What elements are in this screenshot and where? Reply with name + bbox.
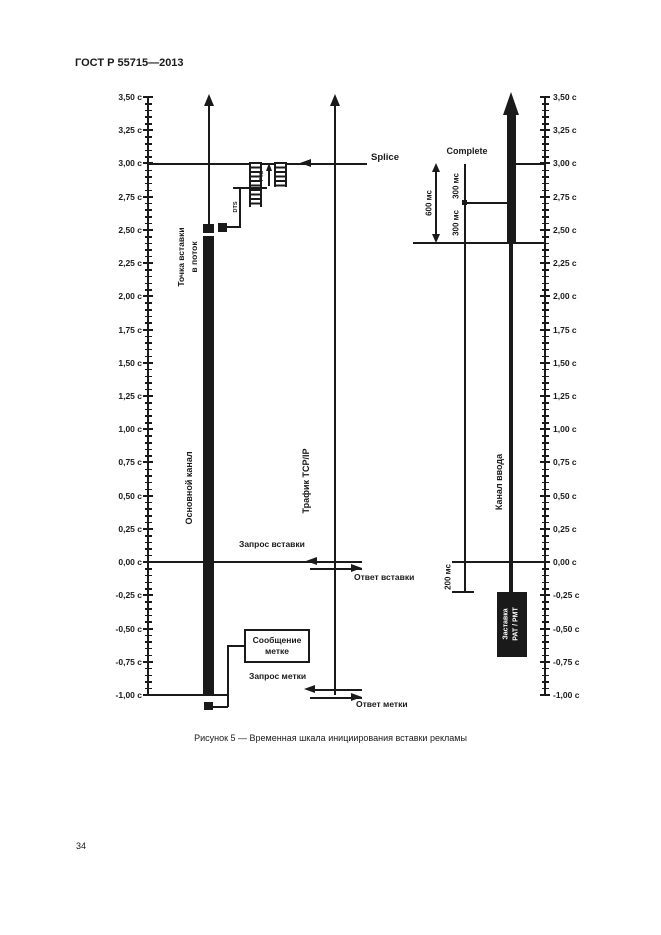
cue-box-connector-vertical [227,645,229,707]
axis-minor-tick [542,535,549,537]
axis-minor-tick [542,316,549,318]
axis-tick-label: 2,00 с [553,291,577,302]
axis-minor-tick [542,515,549,517]
cue-request-line [312,689,362,691]
axis-minor-tick [145,515,152,517]
axis-minor-tick [145,249,152,251]
axis-minor-tick [542,655,549,657]
axis-minor-tick [542,422,549,424]
axis-major-tick [143,229,153,231]
axis-major-tick [143,329,153,331]
axis-tick-label: 3,50 с [118,92,142,102]
axis-minor-tick [542,489,549,491]
axis-minor-tick [542,349,549,351]
insertion-point-label-line2: в поток [189,241,199,273]
main-channel-label: Основной канал [184,451,194,525]
cue-message-line1: Сообщение [252,635,302,645]
complete-label: Complete [446,146,488,156]
axis-minor-tick [145,369,152,371]
axis-tick-label: 0,75 с [118,457,142,468]
axis-major-tick [540,229,550,231]
axis-minor-tick [145,489,152,491]
axis-minor-tick [145,415,152,417]
insert-response-arrow-icon [351,564,362,572]
axis-tick-label: 2,75 с [118,191,142,202]
axis-minor-tick [145,668,152,670]
axis-tick-label: 3,00 с [118,158,142,169]
axis-tick-label: 0,25 с [553,523,577,534]
axis-minor-tick [145,143,152,145]
axis-minor-tick [542,150,549,152]
insert-request-label: Запрос вставки [239,539,305,549]
axis-minor-tick [145,123,152,125]
axis-minor-tick [542,641,549,643]
duration-600-line [435,170,437,235]
axis-minor-tick [145,641,152,643]
axis-minor-tick [542,283,549,285]
duration-300-lower-label: 300 мс [451,210,461,236]
axis-major-tick [540,129,550,131]
axis-minor-tick [145,522,152,524]
axis-minor-tick [145,389,152,391]
axis-major-tick [143,162,153,164]
cue-response-label: Ответ метки [356,699,408,709]
axis-major-tick [540,362,550,364]
axis-major-tick [540,461,550,463]
axis-minor-tick [542,203,549,205]
axis-minor-tick [145,103,152,105]
axis-minor-tick [145,502,152,504]
axis-minor-tick [145,203,152,205]
axis-minor-tick [145,688,152,690]
axis-tick-label: -0,50 с [553,623,580,634]
axis-minor-tick [145,356,152,358]
duration-200-label: 200 мс [443,564,453,590]
axis-minor-tick [542,309,549,311]
splash-label-line2: PAT / PMT [512,607,520,641]
axis-minor-tick [542,555,549,557]
axis-minor-tick [542,442,549,444]
axis-tick-label: 0,25 с [118,523,142,534]
cue-box-connector-bottom [212,706,228,708]
baseline [148,694,228,696]
insert-request-arrow-icon [306,557,317,565]
axis-minor-tick [542,449,549,451]
axis-minor-tick [542,256,549,258]
insert-channel-label: Канал ввода [494,453,504,511]
axis-tick-label: -0,50 с [115,623,142,634]
pts-frame-bar-1 [249,162,262,207]
axis-minor-tick [145,382,152,384]
axis-minor-tick [542,209,549,211]
dts-label: DTS [233,201,239,213]
axis-major-tick [540,395,550,397]
axis-minor-tick [145,635,152,637]
axis-minor-tick [145,601,152,603]
axis-tick-label: -0,75 с [553,656,580,667]
axis-minor-tick [542,681,549,683]
axis-major-tick [540,96,550,98]
axis-minor-tick [145,455,152,457]
axis-tick-label: 1,50 с [118,357,142,368]
axis-minor-tick [145,150,152,152]
axis-minor-tick [145,475,152,477]
axis-minor-tick [145,110,152,112]
figure-caption: Рисунок 5 — Временная шкала инициирования вставки рекламы [194,733,467,743]
axis-tick-label: 3,50 с [553,92,577,102]
cue-request-label: Запрос метки [249,671,307,681]
zero-line-right [452,561,545,563]
axis-minor-tick [542,601,549,603]
axis-minor-tick [542,176,549,178]
axis-minor-tick [145,648,152,650]
axis-minor-tick [542,588,549,590]
axis-minor-tick [542,435,549,437]
axis-tick-label: -0,75 с [115,656,142,667]
axis-minor-tick [145,535,152,537]
axis-minor-tick [145,681,152,683]
axis-minor-tick [145,283,152,285]
axis-minor-tick [542,409,549,411]
axis-minor-tick [145,302,152,304]
axis-minor-tick [145,236,152,238]
axis-minor-tick [145,269,152,271]
cue-message-line2: метке [264,646,290,656]
axis-minor-tick [145,508,152,510]
page-number: 34 [76,841,87,851]
axis-tick-label: 1,00 с [118,424,142,435]
axis-minor-tick [145,376,152,378]
axis-tick-label: 1,00 с [553,424,577,435]
axis-minor-tick [145,435,152,437]
axis-minor-tick [145,183,152,185]
axis-tick-label: 0,75 с [553,457,577,468]
axis-minor-tick [542,356,549,358]
axis-major-tick [540,295,550,297]
axis-tick-label: 2,25 с [118,258,142,269]
cue-box-connector-top [229,645,244,647]
axis-minor-tick [542,415,549,417]
axis-minor-tick [542,455,549,457]
axis-minor-tick [542,469,549,471]
axis-minor-tick [542,123,549,125]
axis-minor-tick [542,249,549,251]
axis-minor-tick [542,542,549,544]
axis-major-tick [143,495,153,497]
axis-minor-tick [145,223,152,225]
axis-major-tick [143,561,153,563]
axis-minor-tick [145,655,152,657]
axis-minor-tick [542,568,549,570]
axis-major-tick [540,661,550,663]
axis-minor-tick [542,402,549,404]
axis-minor-tick [542,675,549,677]
axis-major-tick [143,694,153,696]
splice-arrow-icon [300,159,311,167]
axis-minor-tick [542,276,549,278]
axis-minor-tick [542,635,549,637]
axis-minor-tick [145,170,152,172]
axis-minor-tick [542,369,549,371]
axis-tick-label: 1,25 с [118,391,142,401]
cue-message-box [244,629,310,663]
axis-major-tick [143,129,153,131]
axis-minor-tick [145,176,152,178]
axis-minor-tick [542,170,549,172]
axis-minor-tick [145,276,152,278]
axis-major-tick [540,428,550,430]
pts-arrow-stem [268,170,270,186]
axis-minor-tick [145,542,152,544]
axis-minor-tick [542,103,549,105]
axis-minor-tick [542,136,549,138]
axis-minor-tick [542,615,549,617]
axis-major-tick [143,196,153,198]
pts-label: PTS [259,170,265,182]
axis-tick-label: 1,75 с [118,324,142,335]
axis-tick-label: -1,00 с [553,690,580,700]
axis-major-tick [143,428,153,430]
insert-channel-arrow-icon [503,92,519,115]
insert-request-line [148,561,362,563]
tcpip-label: Трафик TCP/IP [301,448,311,514]
axis-minor-tick [145,615,152,617]
axis-major-tick [143,96,153,98]
axis-major-tick [540,528,550,530]
axis-minor-tick [542,648,549,650]
axis-minor-tick [145,582,152,584]
axis-minor-tick [145,349,152,351]
axis-minor-tick [542,608,549,610]
axis-major-tick [143,262,153,264]
tcpip-line [334,105,336,695]
axis-minor-tick [542,482,549,484]
axis-major-tick [143,528,153,530]
axis-minor-tick [145,621,152,623]
axis-minor-tick [145,336,152,338]
dts-connector-vertical [239,188,241,228]
duration-300-upper-label: 300 мс [451,173,461,199]
axis-minor-tick [145,608,152,610]
axis-minor-tick [145,322,152,324]
axis-minor-tick [145,675,152,677]
axis-minor-tick [145,588,152,590]
dts-point-marker [218,223,227,232]
axis-tick-label: 2,50 с [553,224,577,235]
axis-minor-tick [145,568,152,570]
axis-minor-tick [542,322,549,324]
axis-minor-tick [542,116,549,118]
duration-600-label: 600 мс [424,190,434,216]
axis-major-tick [540,495,550,497]
axis-minor-tick [542,688,549,690]
pts-frame-bar-2 [274,162,287,187]
axis-major-tick [540,162,550,164]
axis-minor-tick [145,409,152,411]
axis-minor-tick [145,469,152,471]
cue-request-arrow-icon [304,685,315,693]
axis-minor-tick [542,183,549,185]
axis-tick-label: 3,00 с [553,158,577,169]
axis-major-tick [540,594,550,596]
axis-minor-tick [145,402,152,404]
axis-minor-tick [542,336,549,338]
axis-tick-label: 0,50 с [553,490,577,501]
line-2-40 [413,242,545,244]
axis-minor-tick [145,342,152,344]
axis-major-tick [143,295,153,297]
axis-tick-label: 3,25 с [118,125,142,136]
axis-minor-tick [145,309,152,311]
axis-major-tick [143,395,153,397]
axis-minor-tick [542,389,549,391]
axis-minor-tick [145,289,152,291]
axis-tick-label: -1,00 с [115,690,142,700]
axis-minor-tick [145,316,152,318]
axis-tick-label: 3,25 с [553,125,577,136]
line-2-70 [465,202,510,204]
axis-minor-tick [542,302,549,304]
axis-minor-tick [542,269,549,271]
axis-minor-tick [145,555,152,557]
axis-major-tick [540,561,550,563]
axis-tick-label: 1,25 с [553,391,577,401]
axis-major-tick [143,661,153,663]
insert-response-label: Ответ вставки [354,572,415,582]
axis-tick-label: 0,00 с [553,557,577,568]
main-channel-top-marker [203,224,214,233]
axis-minor-tick [542,156,549,158]
reference-line [464,164,466,592]
axis-minor-tick [145,136,152,138]
axis-minor-tick [542,223,549,225]
axis-major-tick [540,262,550,264]
axis-minor-tick [542,575,549,577]
splice-label: Splice [371,152,399,163]
axis-tick-label: 2,50 с [118,224,142,235]
axis-minor-tick [145,422,152,424]
axis-tick-label: 2,75 с [553,191,577,202]
axis-minor-tick [542,582,549,584]
dts-connector-horizontal [226,226,240,228]
axis-minor-tick [542,382,549,384]
axis-minor-tick [542,190,549,192]
axis-minor-tick [542,621,549,623]
axis-minor-tick [145,116,152,118]
axis-minor-tick [542,475,549,477]
axis-minor-tick [542,342,549,344]
insertion-point-label-line1: Точка вставки [176,227,186,287]
axis-minor-tick [542,143,549,145]
axis-minor-tick [145,256,152,258]
axis-minor-tick [542,508,549,510]
axis-tick-label: -0,25 с [553,590,580,601]
axis-minor-tick [145,482,152,484]
axis-tick-label: 1,75 с [553,324,577,335]
axis-minor-tick [145,449,152,451]
axis-minor-tick [145,442,152,444]
axis-major-tick [143,362,153,364]
splash-label-line1: Заставка [502,608,510,640]
axis-tick-label: 0,00 с [118,557,142,568]
axis-minor-tick [542,289,549,291]
axis-major-tick [540,196,550,198]
axis-minor-tick [542,548,549,550]
axis-major-tick [540,628,550,630]
axis-major-tick [540,694,550,696]
axis-tick-label: 2,25 с [553,258,577,269]
duration-200-tick [452,591,474,593]
axis-minor-tick [542,522,549,524]
axis-minor-tick [145,209,152,211]
axis-major-tick [143,628,153,630]
main-channel-bar [203,236,214,694]
axis-tick-label: 2,00 с [118,291,142,302]
axis-minor-tick [542,502,549,504]
axis-minor-tick [145,190,152,192]
axis-minor-tick [542,668,549,670]
axis-minor-tick [542,236,549,238]
axis-minor-tick [145,575,152,577]
axis-minor-tick [542,110,549,112]
axis-minor-tick [145,243,152,245]
axis-tick-label: 0,50 с [118,490,142,501]
document-header: ГОСТ Р 55715—2013 [75,57,184,69]
axis-minor-tick [542,216,549,218]
axis-tick-label: -0,25 с [115,590,142,601]
axis-minor-tick [145,548,152,550]
axis-minor-tick [542,243,549,245]
axis-major-tick [143,461,153,463]
axis-minor-tick [145,216,152,218]
axis-major-tick [540,329,550,331]
insert-channel-bar [507,114,516,243]
axis-tick-label: 1,50 с [553,357,577,368]
axis-major-tick [143,594,153,596]
axis-minor-tick [145,156,152,158]
axis-minor-tick [542,376,549,378]
